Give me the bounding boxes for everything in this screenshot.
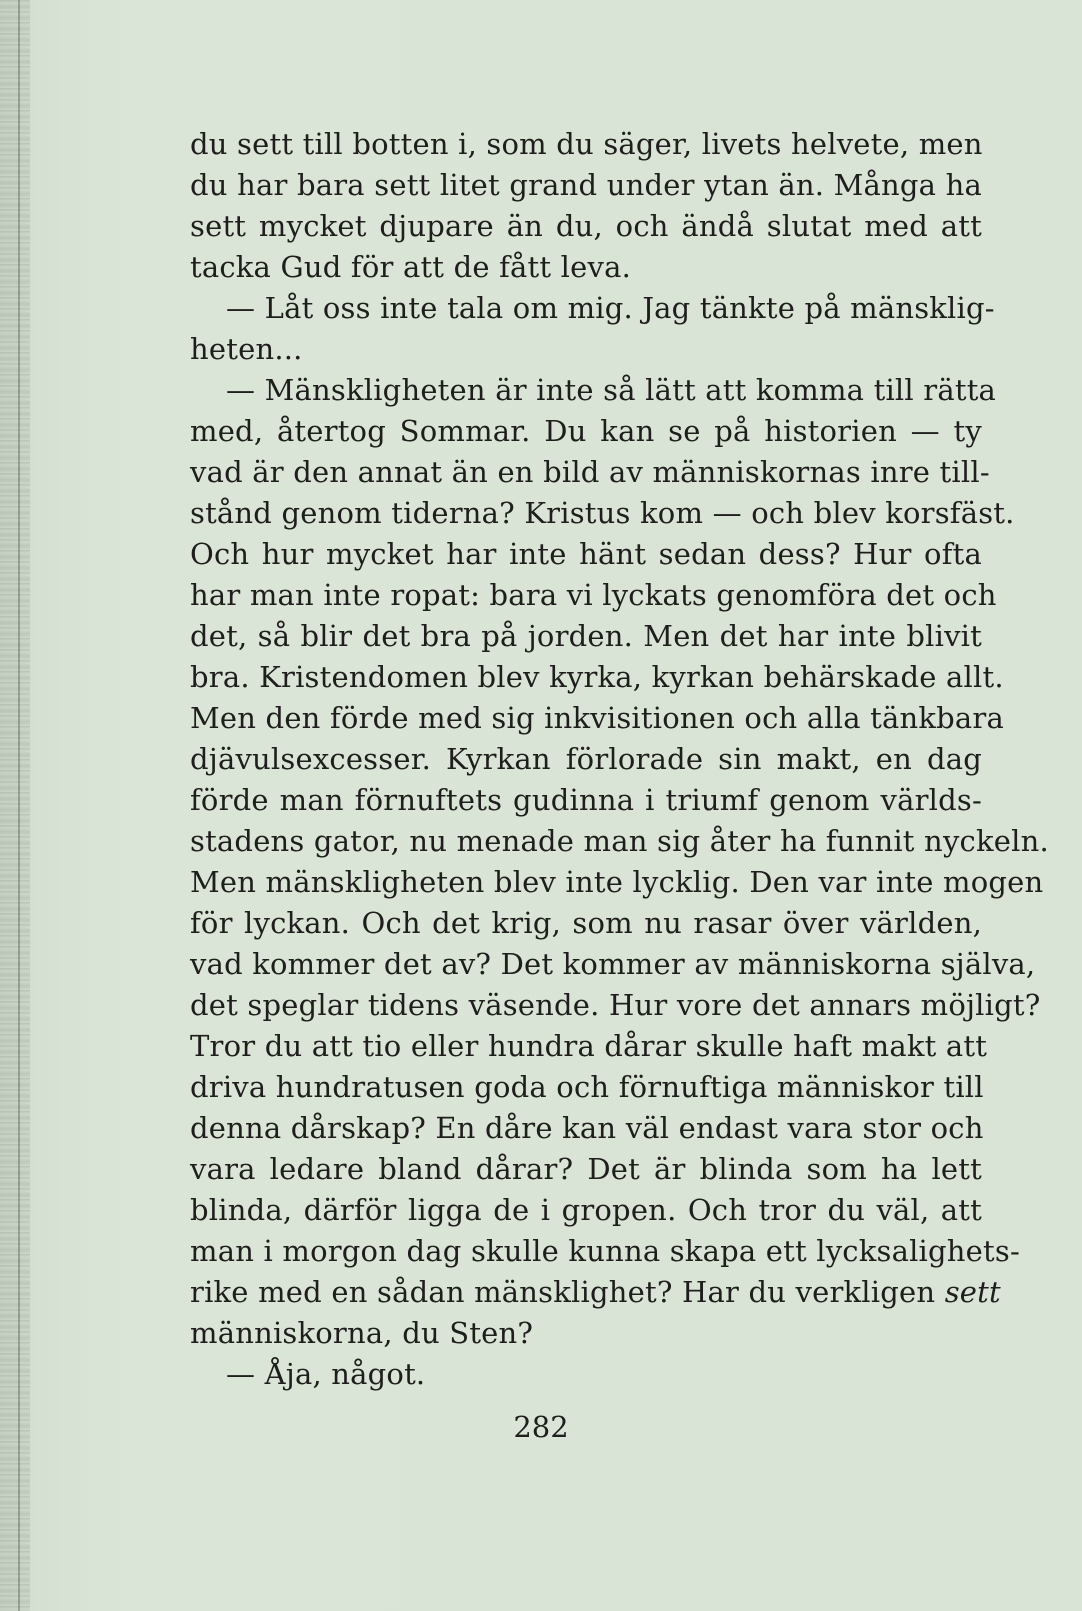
text-line: heten... [190,332,303,366]
text-line: du har bara sett litet grand under ytan än. Många ha [190,168,982,202]
text-line: människorna, du Sten? [190,1316,534,1350]
text-line: har man inte ropat: bara vi lyckats genomföra det och [190,578,997,612]
text-line: för lyckan. Och det krig, som nu rasar över världen, [190,906,982,940]
text-line: stånd genom tiderna? Kristus kom — och blev korsfäst. [190,496,1015,530]
text-line: vad kommer det av? Det kommer av människorna själva, [190,947,1036,981]
text-line: det, så blir det bra på jorden. Men det har inte blivit [190,619,982,653]
page-gutter [0,0,30,1611]
text-line: Tror du att tio eller hundra dårar skulle haft makt att [190,1029,988,1063]
text-line-start: rike med en sådan mänsklighet? Har du verkligen [190,1275,936,1309]
text-line: Och hur mycket har inte hänt sedan dess? Hur ofta [190,537,982,571]
text-line: vara ledare bland dårar? Det är blinda som ha lett [190,1152,982,1186]
text-line: stadens gator, nu menade man sig åter ha funnit nyckeln. [190,824,1049,858]
body-text [190,124,1049,1395]
binding-edge [18,0,20,1611]
text-line: driva hundratusen goda och förnuftiga människor till [190,1070,984,1104]
text-line: — Mänskligheten är inte så lätt att komma till rätta [226,373,997,407]
text-line: — Låt oss inte tala om mig. Jag tänkte på mänsklig- [226,291,995,325]
page-number: 282 [513,1410,569,1444]
text-line: du sett till botten i, som du säger, livets helvete, men [190,127,983,161]
text-line: sett mycket djupare än du, och ändå slutat med att [190,209,982,243]
italic-word: sett [944,1275,1001,1309]
text-line: det speglar tidens väsende. Hur vore det annars möjligt? [190,988,1041,1022]
text-line: Men den förde med sig inkvisitionen och alla tänkbara [190,701,1004,735]
text-line: djävulsexcesser. Kyrkan förlorade sin makt, en dag [190,742,982,776]
text-line: blinda, därför ligga de i gropen. Och tror du väl, att [190,1193,982,1227]
text-line-with-italic [190,1272,1001,1313]
text-line: förde man förnuftets gudinna i triumf genom världs- [190,783,982,817]
text-line: Men mänskligheten blev inte lycklig. Den var inte mogen [190,865,1044,899]
text-line: man i morgon dag skulle kunna skapa ett lycksalighets- [190,1234,1020,1268]
text-line: med, återtog Sommar. Du kan se på historien — ty [190,414,982,448]
text-line: tacka Gud för att de fått leva. [190,250,632,284]
text-line: vad är den annat än en bild av människornas inre till- [190,455,990,489]
text-line: — Åja, något. [226,1357,426,1391]
text-line: bra. Kristendomen blev kyrka, kyrkan behärskade allt. [190,660,1004,694]
text-line: denna dårskap? En dåre kan väl endast vara stor och [190,1111,984,1145]
